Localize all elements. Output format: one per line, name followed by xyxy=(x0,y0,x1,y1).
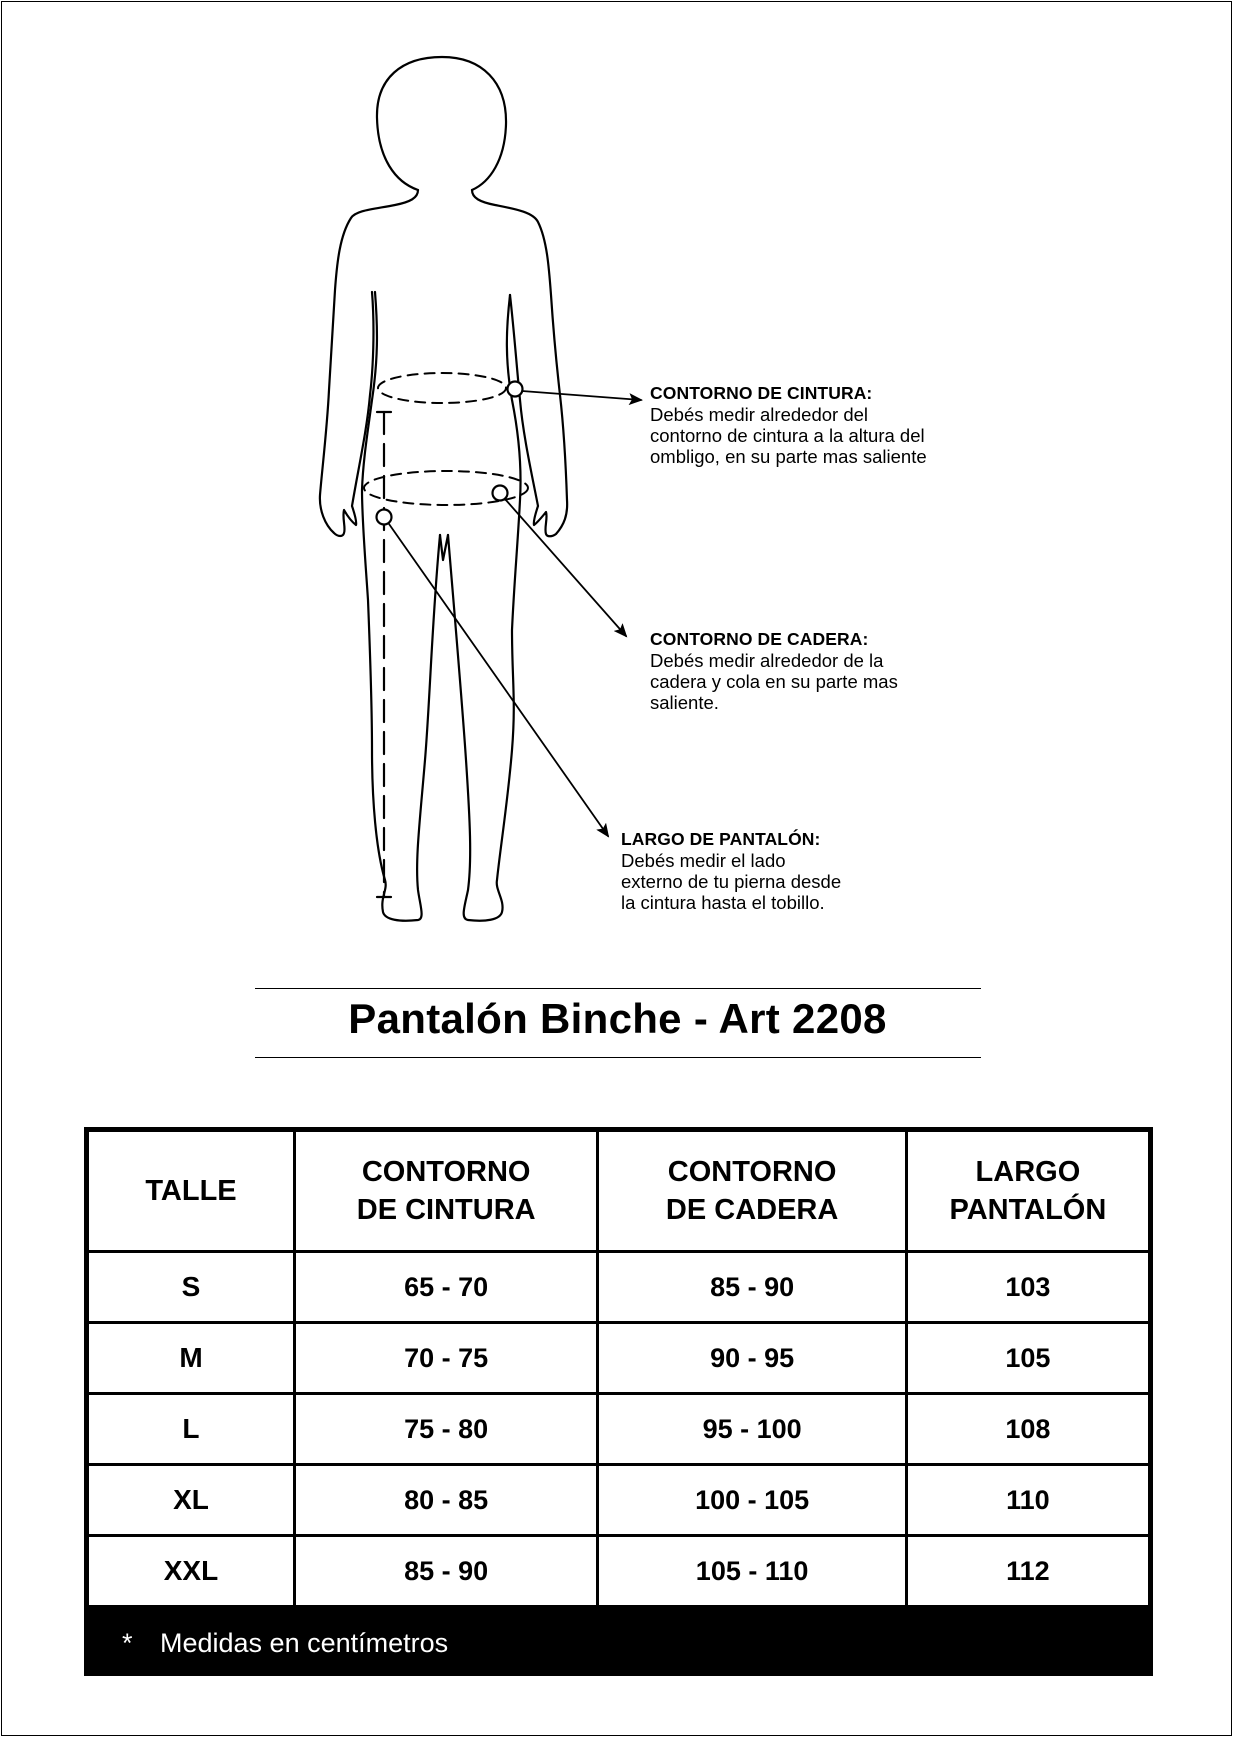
cell-cadera: 100 - 105 xyxy=(598,1465,906,1536)
waist-point xyxy=(508,382,523,397)
header-cintura: CONTORNO DE CINTURA xyxy=(294,1130,597,1252)
waist-pointer xyxy=(522,391,641,400)
left-body-outline xyxy=(320,190,418,536)
cell-largo: 110 xyxy=(906,1465,1150,1536)
cell-talle: L xyxy=(87,1394,295,1465)
note-leg-text: Debés medir el lado externo de tu pierna desde la cintura hasta el tobillo. xyxy=(621,850,842,913)
note-waist-title: CONTORNO DE CINTURA: xyxy=(650,383,873,403)
header-talle: TALLE xyxy=(87,1130,295,1252)
header-largo: LARGO PANTALÓN xyxy=(906,1130,1150,1252)
note-leg-title: LARGO DE PANTALÓN: xyxy=(621,829,821,849)
cell-cintura: 85 - 90 xyxy=(294,1536,597,1608)
left-arm-inner xyxy=(362,292,440,921)
cell-largo: 108 xyxy=(906,1394,1150,1465)
table-row xyxy=(87,1252,1151,1323)
table-header-row xyxy=(87,1130,1151,1252)
cell-largo: 105 xyxy=(906,1323,1150,1394)
size-table xyxy=(84,1127,1153,1610)
cell-largo: 103 xyxy=(906,1252,1150,1323)
leg-point xyxy=(377,510,392,525)
title-rule-top xyxy=(255,988,981,989)
cell-cadera: 90 - 95 xyxy=(598,1323,906,1394)
note-hip-text: Debés medir alrededor de la cadera y cola en su parte mas saliente. xyxy=(650,650,898,713)
page-title: Pantalón Binche - Art 2208 xyxy=(348,995,887,1042)
cell-talle: XXL xyxy=(87,1536,295,1608)
head-outline xyxy=(377,57,506,190)
cell-cintura: 65 - 70 xyxy=(294,1252,597,1323)
header-cadera: CONTORNO DE CADERA xyxy=(598,1130,906,1252)
cell-talle: M xyxy=(87,1323,295,1394)
cell-cintura: 75 - 80 xyxy=(294,1394,597,1465)
crotch xyxy=(440,535,448,560)
table-row xyxy=(87,1323,1151,1394)
note-waist xyxy=(650,383,930,467)
cell-cintura: 80 - 85 xyxy=(294,1465,597,1536)
note-waist-text: Debés medir alrededor del contorno de cintura a la altura del ombligo, en su parte mas saliente xyxy=(650,404,927,467)
table-row xyxy=(87,1465,1151,1536)
cell-cadera: 105 - 110 xyxy=(598,1536,906,1608)
cell-cadera: 85 - 90 xyxy=(598,1252,906,1323)
footnote-marker: * xyxy=(122,1627,133,1658)
note-hip-title: CONTORNO DE CADERA: xyxy=(650,629,869,649)
note-leg xyxy=(621,829,851,913)
table-row xyxy=(87,1394,1151,1465)
cell-talle: XL xyxy=(87,1465,295,1536)
footnote-text: Medidas en centímetros xyxy=(160,1627,449,1658)
table-row xyxy=(87,1536,1151,1608)
waist-measure-ellipse xyxy=(378,373,506,403)
title-rule-bottom xyxy=(255,1057,981,1058)
cell-talle: S xyxy=(87,1252,295,1323)
note-hip xyxy=(650,629,930,713)
size-table-wrapper xyxy=(84,1127,1153,1676)
cell-cintura: 70 - 75 xyxy=(294,1323,597,1394)
cell-cadera: 95 - 100 xyxy=(598,1394,906,1465)
units-footer xyxy=(84,1610,1153,1676)
cell-largo: 112 xyxy=(906,1536,1150,1608)
